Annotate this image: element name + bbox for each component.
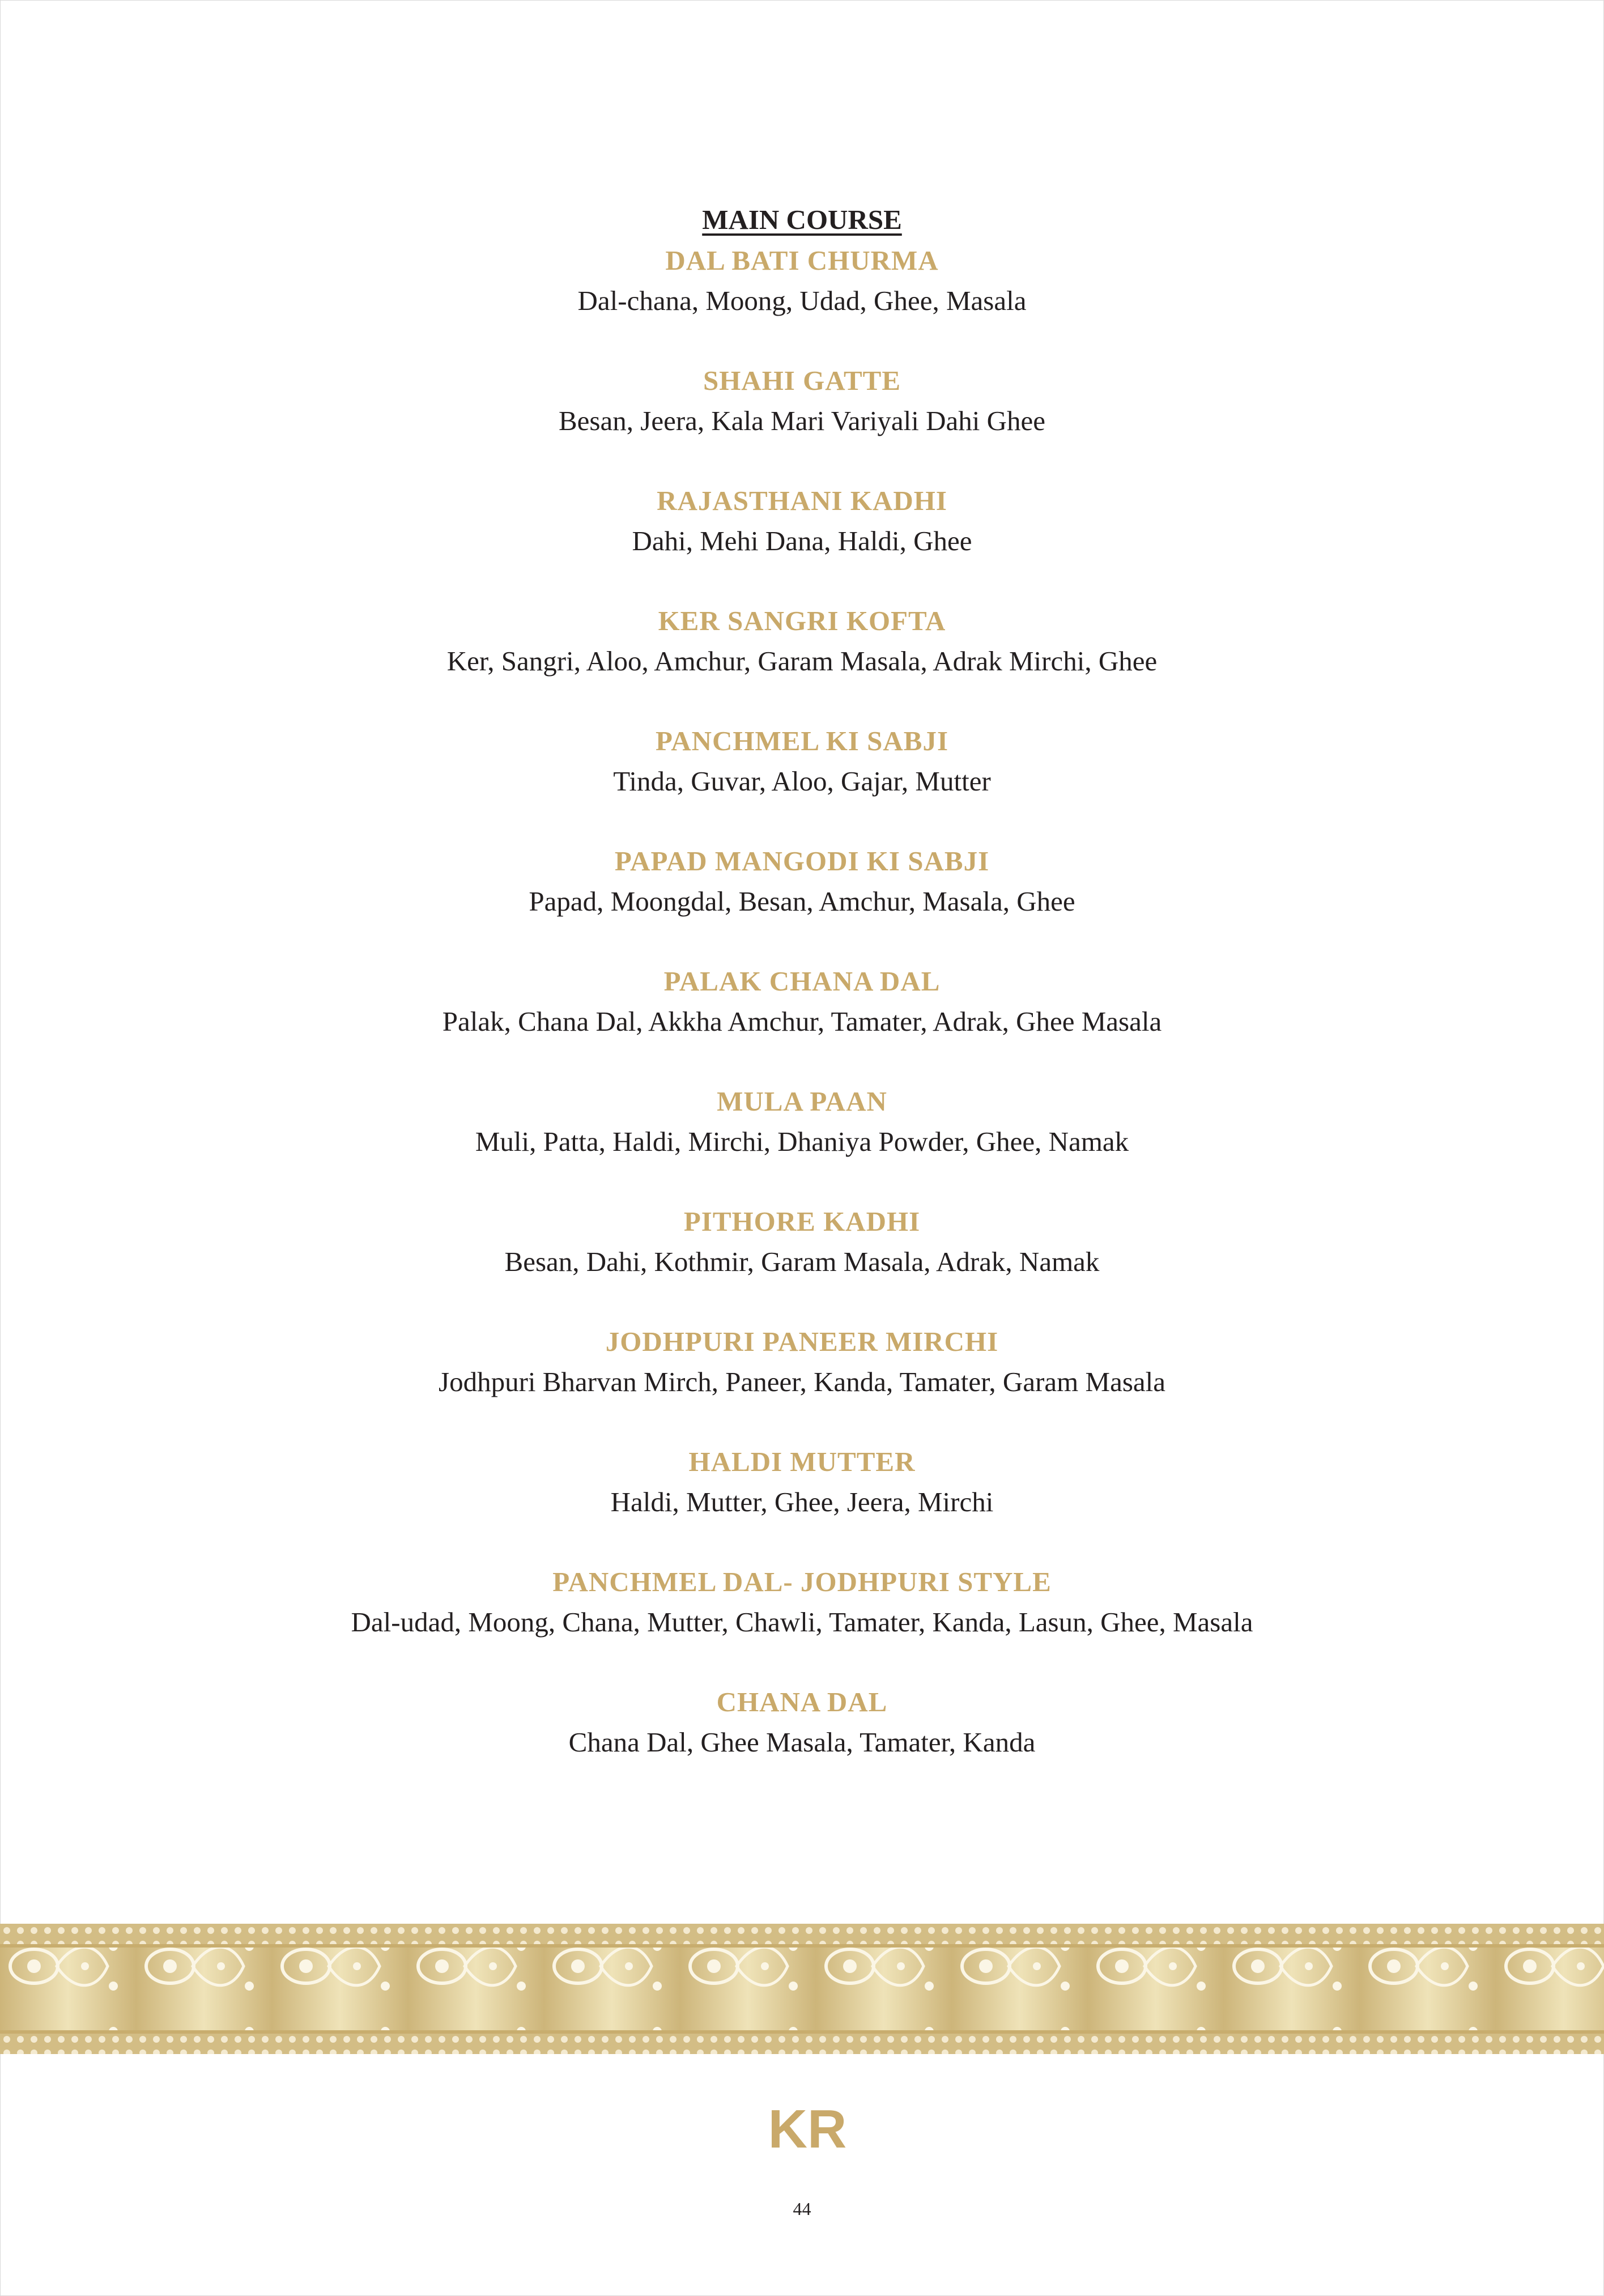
dish-name: MULA PAAN (717, 1086, 887, 1117)
menu-item (0, 1682, 1604, 1762)
dish-ingredients: Besan, Jeera, Kala Mari Variyali Dahi Ghee (559, 405, 1045, 436)
menu-item (0, 240, 1604, 321)
menu-item (0, 841, 1604, 921)
menu-item (0, 1081, 1604, 1162)
menu-content (0, 199, 1604, 1802)
dish-name: CHANA DAL (716, 1686, 888, 1717)
menu-item (0, 481, 1604, 561)
dish-ingredients: Papad, Moongdal, Besan, Amchur, Masala, Ghee (529, 886, 1075, 917)
dish-name: HALDI MUTTER (688, 1446, 916, 1477)
dish-name: SHAHI GATTE (703, 365, 901, 396)
menu-item (0, 601, 1604, 681)
dish-name: PAPAD MANGODI KI SABJI (614, 845, 990, 877)
dish-name: PANCHMEL KI SABJI (655, 725, 949, 756)
page-number: 44 (793, 2199, 811, 2219)
dish-list (0, 240, 1604, 1762)
menu-item (0, 1201, 1604, 1282)
dish-ingredients: Palak, Chana Dal, Akkha Amchur, Tamater, Adrak, Ghee Masala (442, 1006, 1162, 1037)
dish-ingredients: Jodhpuri Bharvan Mirch, Paneer, Kanda, Tamater, Garam Masala (439, 1366, 1165, 1397)
menu-item (0, 1442, 1604, 1522)
menu-item (0, 721, 1604, 801)
dish-name: JODHPURI PANEER MIRCHI (605, 1326, 999, 1357)
dish-ingredients: Dal-chana, Moong, Udad, Ghee, Masala (577, 285, 1027, 316)
ornamental-border-band (0, 1924, 1604, 2054)
dish-ingredients: Dal-udad, Moong, Chana, Mutter, Chawli, Tamater, Kanda, Lasun, Ghee, Masala (351, 1606, 1253, 1638)
dish-name: PITHORE KADHI (683, 1206, 921, 1237)
dish-ingredients: Besan, Dahi, Kothmir, Garam Masala, Adrak, Namak (504, 1246, 1100, 1277)
dish-ingredients: Chana Dal, Ghee Masala, Tamater, Kanda (568, 1727, 1036, 1758)
dish-ingredients: Ker, Sangri, Aloo, Amchur, Garam Masala, Adrak Mirchi, Ghee (446, 645, 1158, 677)
kr-logo (768, 2098, 847, 2159)
dish-ingredients: Haldi, Mutter, Ghee, Jeera, Mirchi (610, 1486, 994, 1517)
menu-item (0, 1321, 1604, 1402)
dish-name: PALAK CHANA DAL (663, 966, 941, 997)
dish-ingredients: Dahi, Mehi Dana, Haldi, Ghee (632, 525, 972, 556)
dish-ingredients: Muli, Patta, Haldi, Mirchi, Dhaniya Powder, Ghee, Namak (475, 1126, 1129, 1157)
menu-item (0, 360, 1604, 441)
logo-text: KR (768, 2099, 847, 2159)
section-title: MAIN COURSE (702, 204, 902, 235)
dish-ingredients: Tinda, Guvar, Aloo, Gajar, Mutter (613, 766, 991, 797)
menu-item (0, 961, 1604, 1041)
menu-item (0, 1562, 1604, 1642)
dish-name: PANCHMEL DAL- JODHPURI STYLE (552, 1566, 1052, 1597)
dish-name: DAL BATI CHURMA (665, 245, 939, 276)
dish-name: RAJASTHANI KADHI (657, 485, 947, 516)
dish-name: KER SANGRI KOFTA (658, 605, 946, 636)
